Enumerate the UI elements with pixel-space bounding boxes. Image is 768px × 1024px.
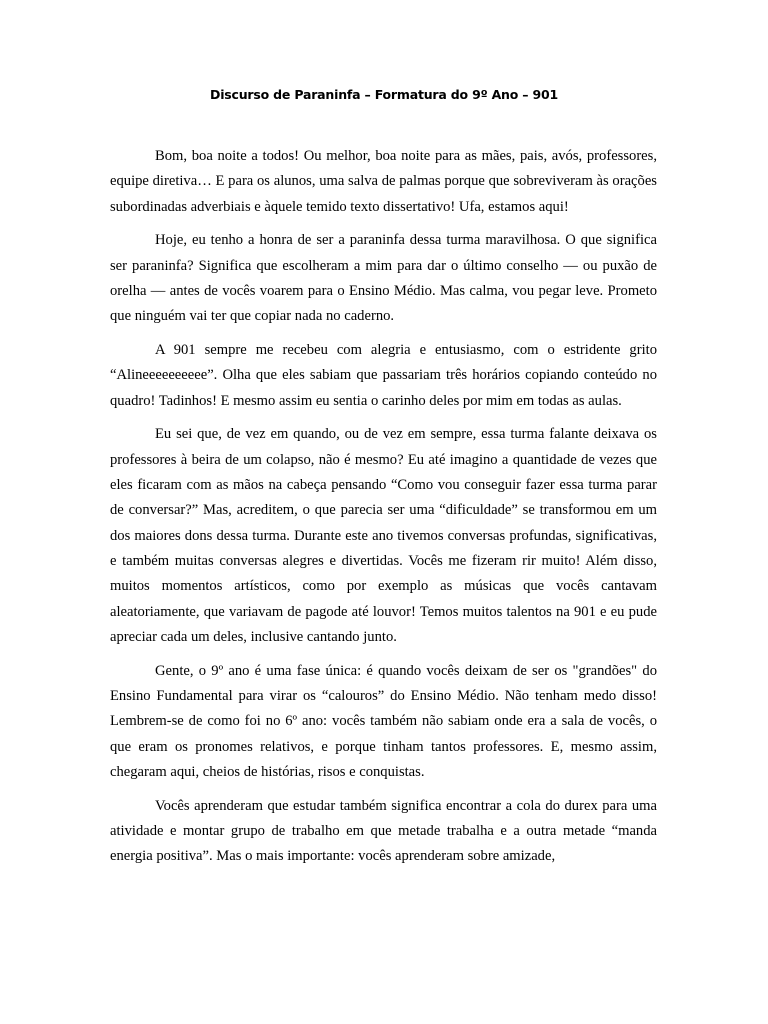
document-title: Discurso de Paraninfa – Formatura do 9º Ano – 901 [210, 87, 558, 102]
paragraph: A 901 sempre me recebeu com alegria e entusiasmo, com o estridente grito “Alineeeeeeeeee”. Olha que eles sabiam que passariam três horários copiando conteúdo no quadro! Tadinhos! E mesmo assim eu sentia o carinho deles por mim em todas as aulas. [110, 342, 657, 409]
paragraph: Bom, boa noite a todos! Ou melhor, boa noite para as mães, pais, avós, professores, equipe diretiva… E para os alunos, uma salva de palmas porque que sobreviveram às orações subordinadas adverbiais e àquele temido texto dissertativo! Ufa, estamos aqui! [110, 148, 657, 215]
paragraph: Hoje, eu tenho a honra de ser a paraninfa dessa turma maravilhosa. O que significa ser paraninfa? Significa que escolheram a mim para dar o último conselho — ou puxão de orelha — antes de vocês voarem para o Ensino Médio. Mas calma, vou pegar leve. Prometo que ninguém vai ter que copiar nada no caderno. [110, 232, 657, 325]
document-body [110, 144, 657, 878]
paragraph: Vocês aprenderam que estudar também significa encontrar a cola do durex para uma atividade e montar grupo de trabalho em que metade trabalha e a outra metade “manda energia positiva”. Mas o mais importante: vocês aprenderam sobre amizade, [110, 797, 657, 865]
paragraph: Gente, o 9º ano é uma fase única: é quando vocês deixam de ser os "grandões" do Ensino Fundamental para virar os “calouros” do Ensino Médio. Não tenham medo disso! Lembrem-se de como foi no 6º ano: vocês também não sabiam onde era a sala de vocês, o que eram os pronomes relativos, e porque tinham tantos professores. E, mesmo assim, chegaram aqui, cheios de histórias, risos e conquistas. [110, 662, 657, 780]
paragraph: Eu sei que, de vez em quando, ou de vez em sempre, essa turma falante deixava os professores à beira de um colapso, não é mesmo? Eu até imagino a quantidade de vezes que eles ficaram com as mãos na cabeça pensando “Como vou conseguir fazer essa turma parar de conversar?” Mas, acreditem, o que parecia ser uma “dificuldade” se transformou em um dos maiores dons dessa turma. Durante este ano tivemos conversas profundas, significativas, e também muitas conversas alegres e divertidas. Vocês me fizeram rir muito! Além disso, muitos momentos artísticos, como por exemplo as músicas que vocês cantavam aleatoriamente, que variavam de pagode até louvor! Temos muitos talentos na 901 e eu pude apreciar cada um deles, inclusive cantando junto. [110, 426, 657, 645]
